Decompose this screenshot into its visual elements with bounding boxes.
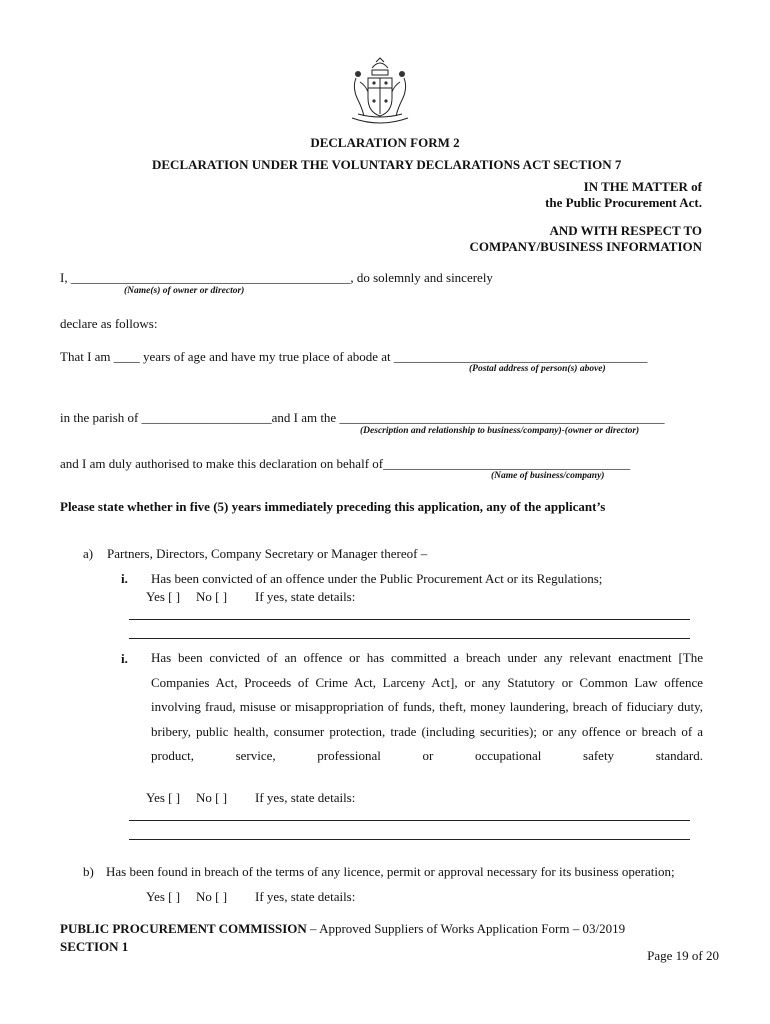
matter-line-2: the Public Procurement Act. bbox=[545, 195, 702, 210]
item-2-yes[interactable]: Yes [ ] bbox=[146, 790, 181, 805]
section-b-no[interactable]: No [ ] bbox=[196, 889, 228, 904]
matter-line-1: IN THE MATTER of bbox=[583, 179, 702, 194]
item-2-text: Has been convicted of an offence or has committed a breach under any relevant enactment [The Companies Act, Proceeds of Crime Act, Larceny Act], or any Statutory or Common Law offence involving fraud, misuse or misappropriation of funds, theft, money laundering, breach of fiduciary duty, bribery, public health, consumer protection, trade (including securities); or any offence or breach of a product, service, professional or occupational safety standard. bbox=[151, 650, 703, 763]
name-caption: (Name(s) of owner or director) bbox=[124, 286, 245, 296]
footer-desc: – Approved Suppliers of Works Application Form – 03/2019 bbox=[306, 921, 626, 936]
parish-line: in the parish of ____________________and I am the __________________________________________________ bbox=[60, 410, 665, 425]
respect-line-1: AND WITH RESPECT TO bbox=[549, 223, 702, 238]
item-1-details-line-2[interactable] bbox=[129, 638, 690, 639]
declare-line: declare as follows: bbox=[60, 316, 158, 331]
form-subtitle: DECLARATION UNDER THE VOLUNTARY DECLARATIONS ACT SECTION 7 bbox=[152, 157, 622, 172]
item-1-numeral: i. bbox=[121, 571, 128, 586]
question-intro: Please state whether in five (5) years immediately preceding this application, any of the applicant’s bbox=[60, 499, 606, 514]
item-2-details-line-1[interactable] bbox=[129, 820, 690, 821]
page-number: Page 19 of 20 bbox=[647, 948, 719, 963]
section-b-text: Has been found in breach of the terms of any licence, permit or approval necessary for its business operation; bbox=[106, 864, 675, 879]
address-caption: (Postal address of person(s) above) bbox=[469, 364, 606, 374]
authorised-line: and I am duly authorised to make this declaration on behalf of______________________________________ bbox=[60, 456, 631, 471]
coat-of-arms-emblem bbox=[348, 56, 412, 126]
form-title: DECLARATION FORM 2 bbox=[310, 135, 460, 150]
item-1-details-line-1[interactable] bbox=[129, 619, 690, 620]
footer-section: SECTION 1 bbox=[60, 939, 129, 954]
section-b-yes[interactable]: Yes [ ] bbox=[146, 889, 181, 904]
item-2-numeral: i. bbox=[121, 651, 128, 666]
footer-org: PUBLIC PROCUREMENT COMMISSION bbox=[60, 921, 307, 936]
declarant-name-line: I, ___________________________________________, do solemnly and sincerely bbox=[60, 270, 493, 285]
section-b-details-label: If yes, state details: bbox=[255, 889, 356, 904]
item-1-details-label: If yes, state details: bbox=[255, 589, 356, 604]
section-a-text: Partners, Directors, Company Secretary or Manager thereof – bbox=[107, 546, 428, 561]
item-1-no[interactable]: No [ ] bbox=[196, 589, 228, 604]
footer-line bbox=[60, 921, 625, 937]
business-caption: (Name of business/company) bbox=[491, 471, 605, 481]
item-2-no[interactable]: No [ ] bbox=[196, 790, 228, 805]
item-1-text: Has been convicted of an offence under the Public Procurement Act or its Regulations; bbox=[151, 571, 603, 586]
item-2-details-label: If yes, state details: bbox=[255, 790, 356, 805]
item-2-details-line-2[interactable] bbox=[129, 839, 690, 840]
relationship-caption: (Description and relationship to business/company)-(owner or director) bbox=[360, 426, 640, 436]
section-b-label: b) bbox=[83, 864, 94, 879]
respect-line-2: COMPANY/BUSINESS INFORMATION bbox=[469, 239, 702, 254]
item-1-yes[interactable]: Yes [ ] bbox=[146, 589, 181, 604]
section-a-label: a) bbox=[83, 546, 94, 561]
age-abode-line: That I am ____ years of age and have my true place of abode at _______________________________________ bbox=[60, 349, 648, 364]
